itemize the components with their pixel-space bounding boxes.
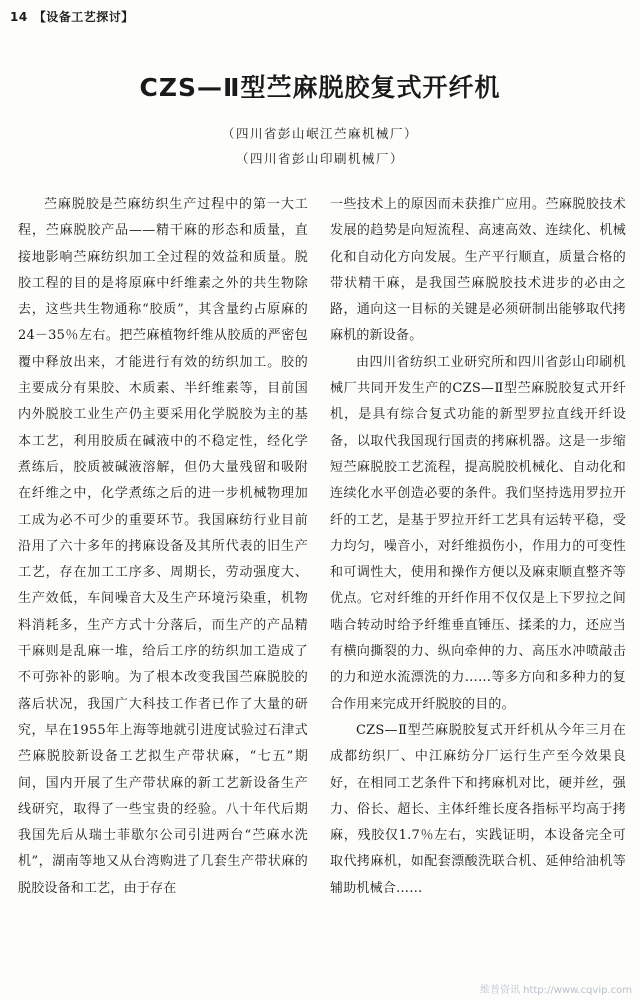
body-paragraph: CZS—Ⅱ型苎麻脱胶复式开纤机从今年三月在成都纺织厂、中江麻纺分厂运行生产至今效果良好，在相同工艺条件下和拷麻机对比，硬并丝，强力、俗长、超长、主体纤维长度各指标平均高于拷麻，残胶仅1.7％左右，实践证明，本设备完全可取代拷麻机，如配套漂酸洗联合机、延伸给油机等辅助机械合…… <box>330 722 626 896</box>
left-column <box>18 192 308 902</box>
article-title: CZS—Ⅱ型苎麻脱胶复式开纤机 <box>139 73 501 102</box>
page-number: 14 <box>10 10 28 24</box>
section-label: 【设备工艺探讨】 <box>33 10 134 24</box>
body-paragraph: 一些技术上的原因而未获推广应用。苎麻脱胶技术发展的趋势是向短流程、高速高效、连续化、机械化和自动化方向发展。生产平行顺直，质量合格的带状精干麻，是我国苎麻脱胶技术进步的必由之路，通向这一目标的关键是必须研制出能够取代拷麻机的新设备。 <box>330 197 626 344</box>
body-paragraph: 苎麻脱胶是苎麻纺织生产过程中的第一大工程，苎麻脱胶产品——精干麻的形态和质量，直接地影响苎麻纺织加工全过程的效益和质量。脱胶工程的目的是将原麻中纤维素之外的共生物除去，这些共生物通称“胶质”，其含量约占原麻的24－35％左右。把苎麻植物纤维从胶质的严密包覆中释放出来，才能进行有效的纺织加工。胶的主要成分有果胶、木质素、半纤维素等，目前国内外脱胶工业生产仍主要采用化学脱胶为主的基本工艺，利用胶质在碱液中的不稳定性，经化学煮练后，胶质被碱液溶解，但仍大量残留和吸附在纤维之中，化学煮练之后的进一步机械物理加工成为必不可少的重要环节。我国麻纺行业目前沿用了六十多年的拷麻设备及其所代表的旧生产工艺，存在加工工序多、周期长，劳动强度大、生产效低，车间噪音大及生产环境污染重，机物料消耗多，生产方式十分落后，而生产的产品精干麻则是乱麻一堆，给后工序的纺织加工造成了不可弥补的影响。为了根本改变我国苎麻脱胶的落后状况，我国广大科技工作者已作了大量的研究，早在1955年上海等地就引进度试验过石津式苎麻脱胶新设备工艺拟生产带状麻，“七五”期间，国内开展了生产带状麻的新工艺新设备生产线研究，取得了一些宝贵的经验。八十年代后期我国先后从瑞士菲歇尔公司引进两台“苎麻水洗机”，湖南等地又从台湾购进了几套生产带状麻的脱胶设备和工艺，由于存在 <box>18 197 308 896</box>
right-column <box>330 192 626 902</box>
watermark: 维普资讯 http://www.cqvip.com <box>479 985 632 996</box>
page-header <box>10 8 134 25</box>
affiliation-2: （四川省彭山印刷机械厂） <box>235 151 404 166</box>
body-paragraph: 由四川省纺织工业研究所和四川省彭山印刷机械厂共同开发生产的CZS—Ⅱ型苎麻脱胶复式开纤机，是具有综合复式功能的新型罗拉直线开纤设备，以取代我国现行国责的拷麻机器。这是一步缩短苎麻脱胶工艺流程，提高脱胶机械化、自动化和连续化水平创造必要的条件。我们坚持选用罗拉开纤的工艺，是基于罗拉开纤工艺具有运转平稳，受力均匀，噪音小，对纤维损伤小，作用力的可变性和可调性大，使用和操作方便以及麻束顺直整齐等优点。它对纤维的开纤作用不仅仅是上下罗拉之间啮合转动时给予纤维垂直锤压、揉柔的力，还应当有横向撕裂的力、纵向牵伸的力、高压水冲喷敲击的力和逆水流漂洗的力……等多方向和多种力的复合作用来完成开纤脱胶的目的。 <box>330 354 626 712</box>
affiliation-1: （四川省彭山岷江苎麻机械厂） <box>221 126 418 141</box>
